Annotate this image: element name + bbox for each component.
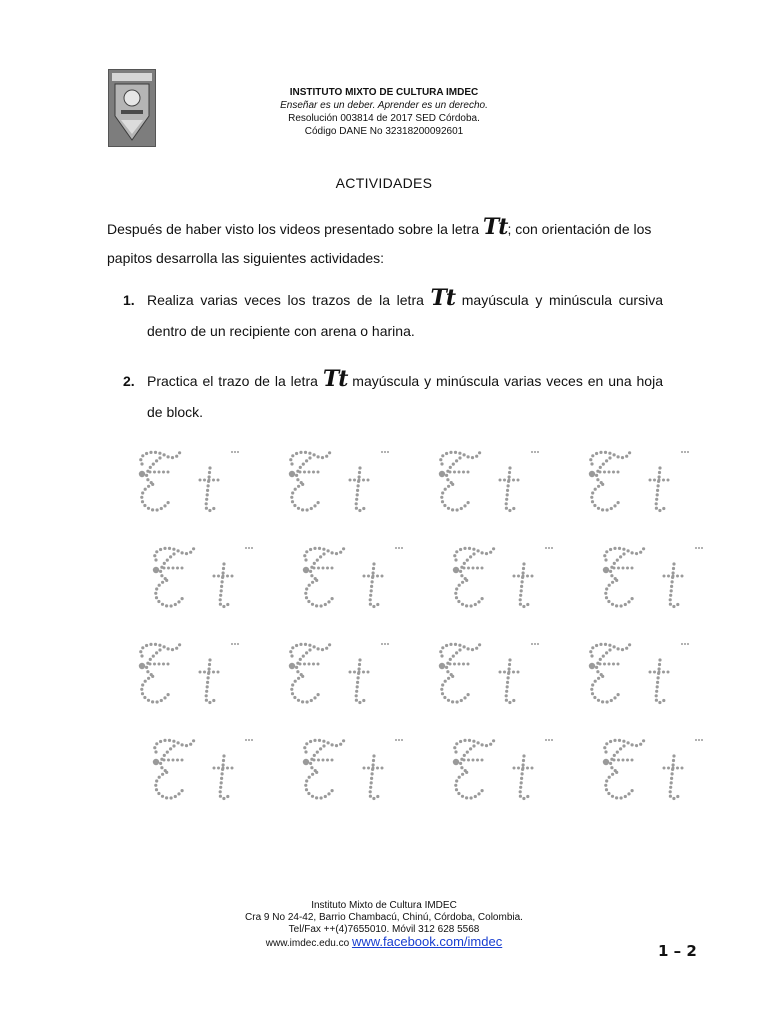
cursive-letter-tt: Tt [430, 285, 456, 311]
resolution-text: Resolución 003814 de 2017 SED Córdoba. [288, 113, 480, 124]
website-link[interactable]: www.imdec.edu.co [265, 938, 350, 949]
institution-name: INSTITUTO MIXTO DE CULTURA IMDEC [289, 87, 479, 98]
tracing-cell-tt [153, 739, 253, 800]
activity-text [147, 285, 663, 347]
dane-code: Código DANE No 32318200092601 [304, 126, 464, 137]
page-number: 1 – 2 [658, 942, 697, 960]
activity-text-1: Realiza varias veces los trazos de la letra [147, 292, 431, 308]
cursive-letter-tt: Tt [322, 366, 348, 392]
tracing-cell-tt [139, 643, 239, 704]
footer-name: Instituto Mixto de Cultura IMDEC [311, 900, 457, 911]
tracing-cell-tt [603, 547, 703, 608]
facebook-link[interactable]: www.facebook.com/imdec [351, 934, 503, 949]
activity-number: 1. [123, 292, 135, 308]
footer [200, 900, 568, 950]
institution-motto: Enseñar es un deber. Aprender es un derecho. [280, 100, 488, 111]
tracing-cell-tt [453, 547, 553, 608]
footer-links [200, 936, 568, 950]
tracing-cell-tt [589, 451, 689, 512]
activity-text-2: mayúscula y minúscula cursiva dentro de un recipiente con arena o harina. [147, 292, 663, 339]
activity-item-1 [123, 285, 663, 347]
tracing-cell-tt [589, 643, 689, 704]
activity-text-1: Practica el trazo de la letra [147, 373, 323, 389]
institution-header [200, 86, 568, 138]
tracing-cell-tt [289, 643, 389, 704]
tracing-cell-tt [153, 547, 253, 608]
tracing-cell-tt [289, 451, 389, 512]
tracing-cell-tt [453, 739, 553, 800]
activity-text-2: mayúscula y minúscula varias veces en una hoja de block. [147, 373, 663, 420]
tracing-cell-tt [303, 739, 403, 800]
cursive-letter-tt: Tt [482, 214, 508, 240]
tracing-cell-tt [303, 547, 403, 608]
tracing-cell-tt [139, 451, 239, 512]
school-crest-logo [108, 69, 156, 147]
tracing-cell-tt [439, 643, 539, 704]
intro-text-2: ; con orientación de los papitos desarrolla las siguientes actividades: [107, 221, 652, 266]
intro-text-1: Después de haber visto los videos presentado sobre la letra [107, 221, 483, 237]
tracing-cell-tt [603, 739, 703, 800]
activity-item-2 [123, 366, 663, 428]
activities-title: ACTIVIDADES [335, 175, 433, 191]
footer-address: Cra 9 No 24-42, Barrio Chambacú, Chinú, Córdoba, Colombia. [245, 912, 523, 923]
tracing-cell-tt [439, 451, 539, 512]
footer-phone: Tel/Fax ++(4)7655010. Móvil 312 628 5568 [288, 924, 480, 935]
activity-text [147, 366, 663, 428]
tracing-worksheet-grid [120, 440, 710, 830]
intro-paragraph [107, 215, 667, 273]
activity-number: 2. [123, 373, 135, 389]
